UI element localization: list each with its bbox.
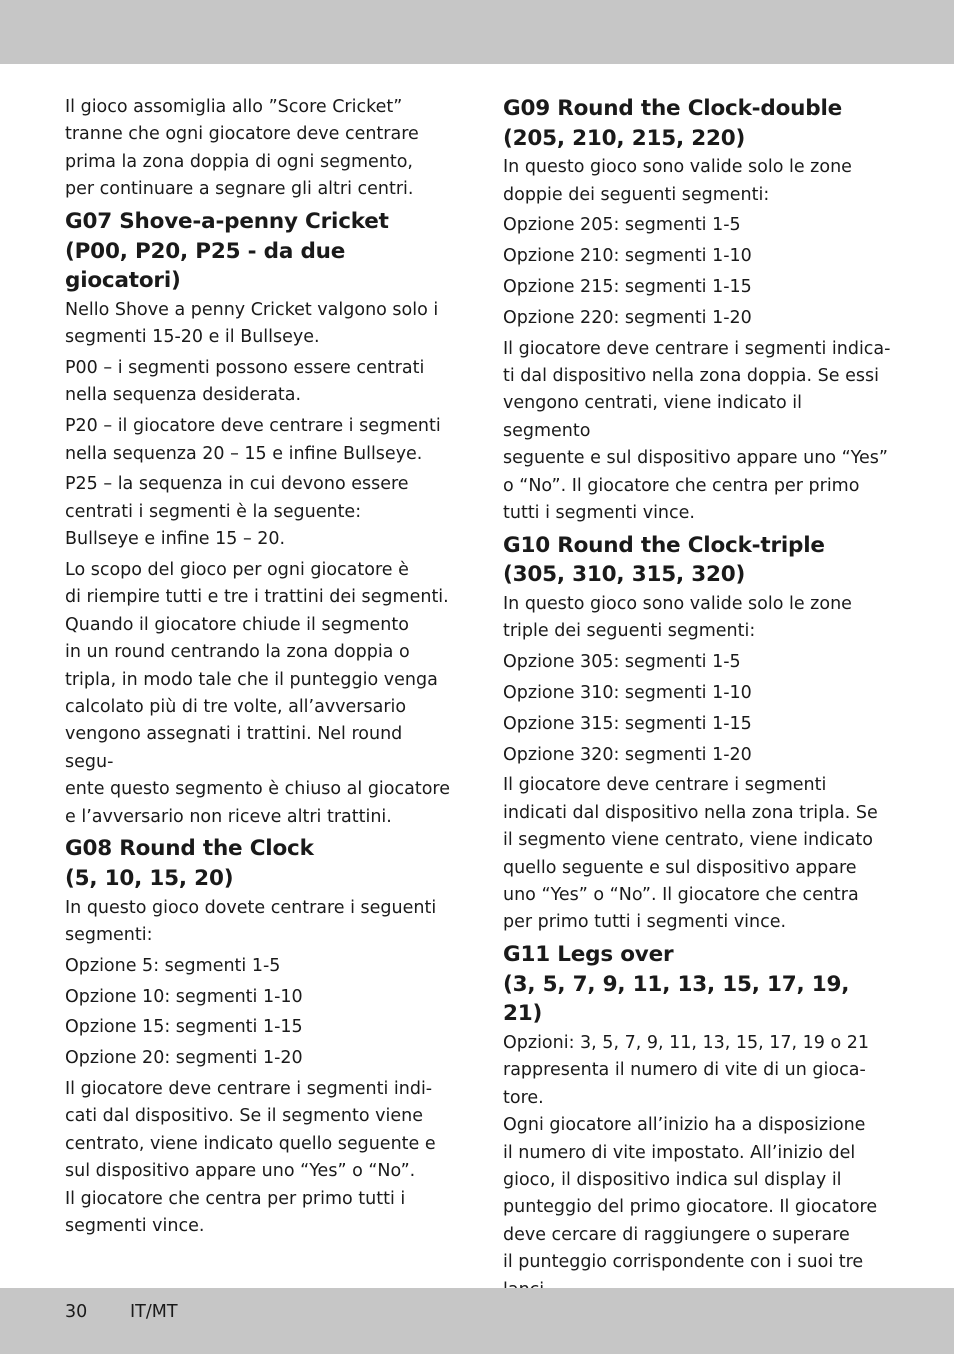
g09-option: Opzione 220: segmenti 1-20: [503, 307, 752, 328]
g08-option: Opzione 15: segmenti 1-15: [65, 1017, 303, 1038]
g07-paragraph: Lo scopo del gioco per ogni giocatore è di riempire tutti e tre i trattini dei segmenti. Quando il giocatore chiude il segmento in un round centrando la zona doppia o tripla, in modo tale che il punteggio venga calcolato più di tre volte, all’avversario vengono assegnati i trattini. Nel round segu- ente questo segmento è chiuso al giocatore e l’avversario non riceve altri trattini.: [65, 560, 450, 827]
g10-option: Opzione 305: segmenti 1-5: [503, 652, 741, 673]
intro-paragraph: Il gioco assomiglia allo ”Score Cricket” tranne che ogni giocatore deve centrare prima la zona doppia di ogni segmento, per continuare a segnare gli altri centri.: [65, 97, 419, 200]
section-heading-g11: G11 Legs over (3, 5, 7, 9, 11, 13, 15, 17, 19, 21): [503, 942, 850, 1027]
g10-option: Opzione 315: segmenti 1-15: [503, 713, 752, 734]
left-column: [65, 94, 455, 1244]
section-heading-g08: G08 Round the Clock (5, 10, 15, 20): [65, 836, 314, 892]
g08-paragraph: Il giocatore deve centrare i segmenti indi- cati dal dispositivo. Se il segmento viene centrato, viene indicato quello seguente e sul dispositivo appare uno “Yes” o “No”. Il giocatore che centra per primo tutti i segmenti vince.: [65, 1079, 436, 1237]
g08-paragraph: In questo gioco dovete centrare i seguenti segmenti:: [65, 897, 437, 946]
g10-option: Opzione 320: segmenti 1-20: [503, 744, 752, 765]
g07-paragraph: P20 – il giocatore deve centrare i segmenti nella sequenza 20 – 15 e infine Bullseye.: [65, 416, 441, 464]
section-heading-g09: G09 Round the Clock-double (205, 210, 215, 220): [503, 96, 843, 151]
g10-option: Opzione 310: segmenti 1-10: [503, 683, 752, 703]
g07-paragraph: Nello Shove a penny Cricket valgono solo i segmenti 15-20 e il Bullseye.: [65, 299, 439, 348]
g08-option: Opzione 10: segmenti 1-10: [65, 986, 303, 1007]
page-number: 30: [65, 1302, 88, 1322]
g09-option: Opzione 210: segmenti 1-10: [503, 246, 752, 267]
g10-paragraph: Il giocatore deve centrare i segmenti indicati dal dispositivo nella zona tripla. Se il segmento viene centrato, viene indicato quello seguente e sul dispositivo appare uno “Yes” o “No”. Il giocatore che centra per primo tutti i segmenti vince.: [503, 775, 878, 933]
section-heading-g10: G10 Round the Clock-triple (305, 310, 315, 320): [503, 532, 825, 588]
language-code: IT/MT: [130, 1302, 178, 1322]
g11-paragraph: Opzioni: 3, 5, 7, 9, 11, 13, 15, 17, 19 o 21 rappresenta il numero di vite di un gioca- tore. Ogni giocatore all’inizio ha a disposizione il numero di vite impostato. All’inizio del gioco, il dispositivo indica sul display il punteggio del primo giocatore. Il giocatore deve cercare di raggiungere o superare il punteggio corrispondente con i suoi tre: [503, 1033, 878, 1273]
g09-option: Opzione 215: segmenti 1-15: [503, 276, 752, 297]
g10-paragraph: In questo gioco sono valide solo le zone triple dei seguenti segmenti:: [503, 594, 852, 642]
section-heading-g07: G07 Shove-a-penny Cricket (P00, P20, P25 - da due giocatori): [65, 209, 389, 294]
g07-paragraph: P25 – la sequenza in cui devono essere centrati i segmenti è la seguente: Bullseye e infine 15 – 20.: [65, 474, 409, 550]
g09-paragraph: In questo gioco sono valide solo le zone doppie dei seguenti segmenti:: [503, 157, 852, 205]
right-column: [503, 94, 895, 1307]
g09-paragraph: Il giocatore deve centrare i segmenti indica- ti dal dispositivo nella zona doppia. Se essi vengono centrati, viene indicato il segmento seguente e sul dispositivo appare uno “Yes” o “No”. Il giocatore che centra per primo tutti i segmenti vince.: [503, 338, 891, 524]
g07-paragraph: P00 – i segmenti possono essere centrati nella sequenza desiderata.: [65, 358, 425, 406]
g08-option: Opzione 20: segmenti 1-20: [65, 1048, 303, 1069]
g08-option: Opzione 5: segmenti 1-5: [65, 955, 281, 976]
header-band: [0, 0, 954, 64]
g09-option: Opzione 205: segmenti 1-5: [503, 215, 741, 236]
